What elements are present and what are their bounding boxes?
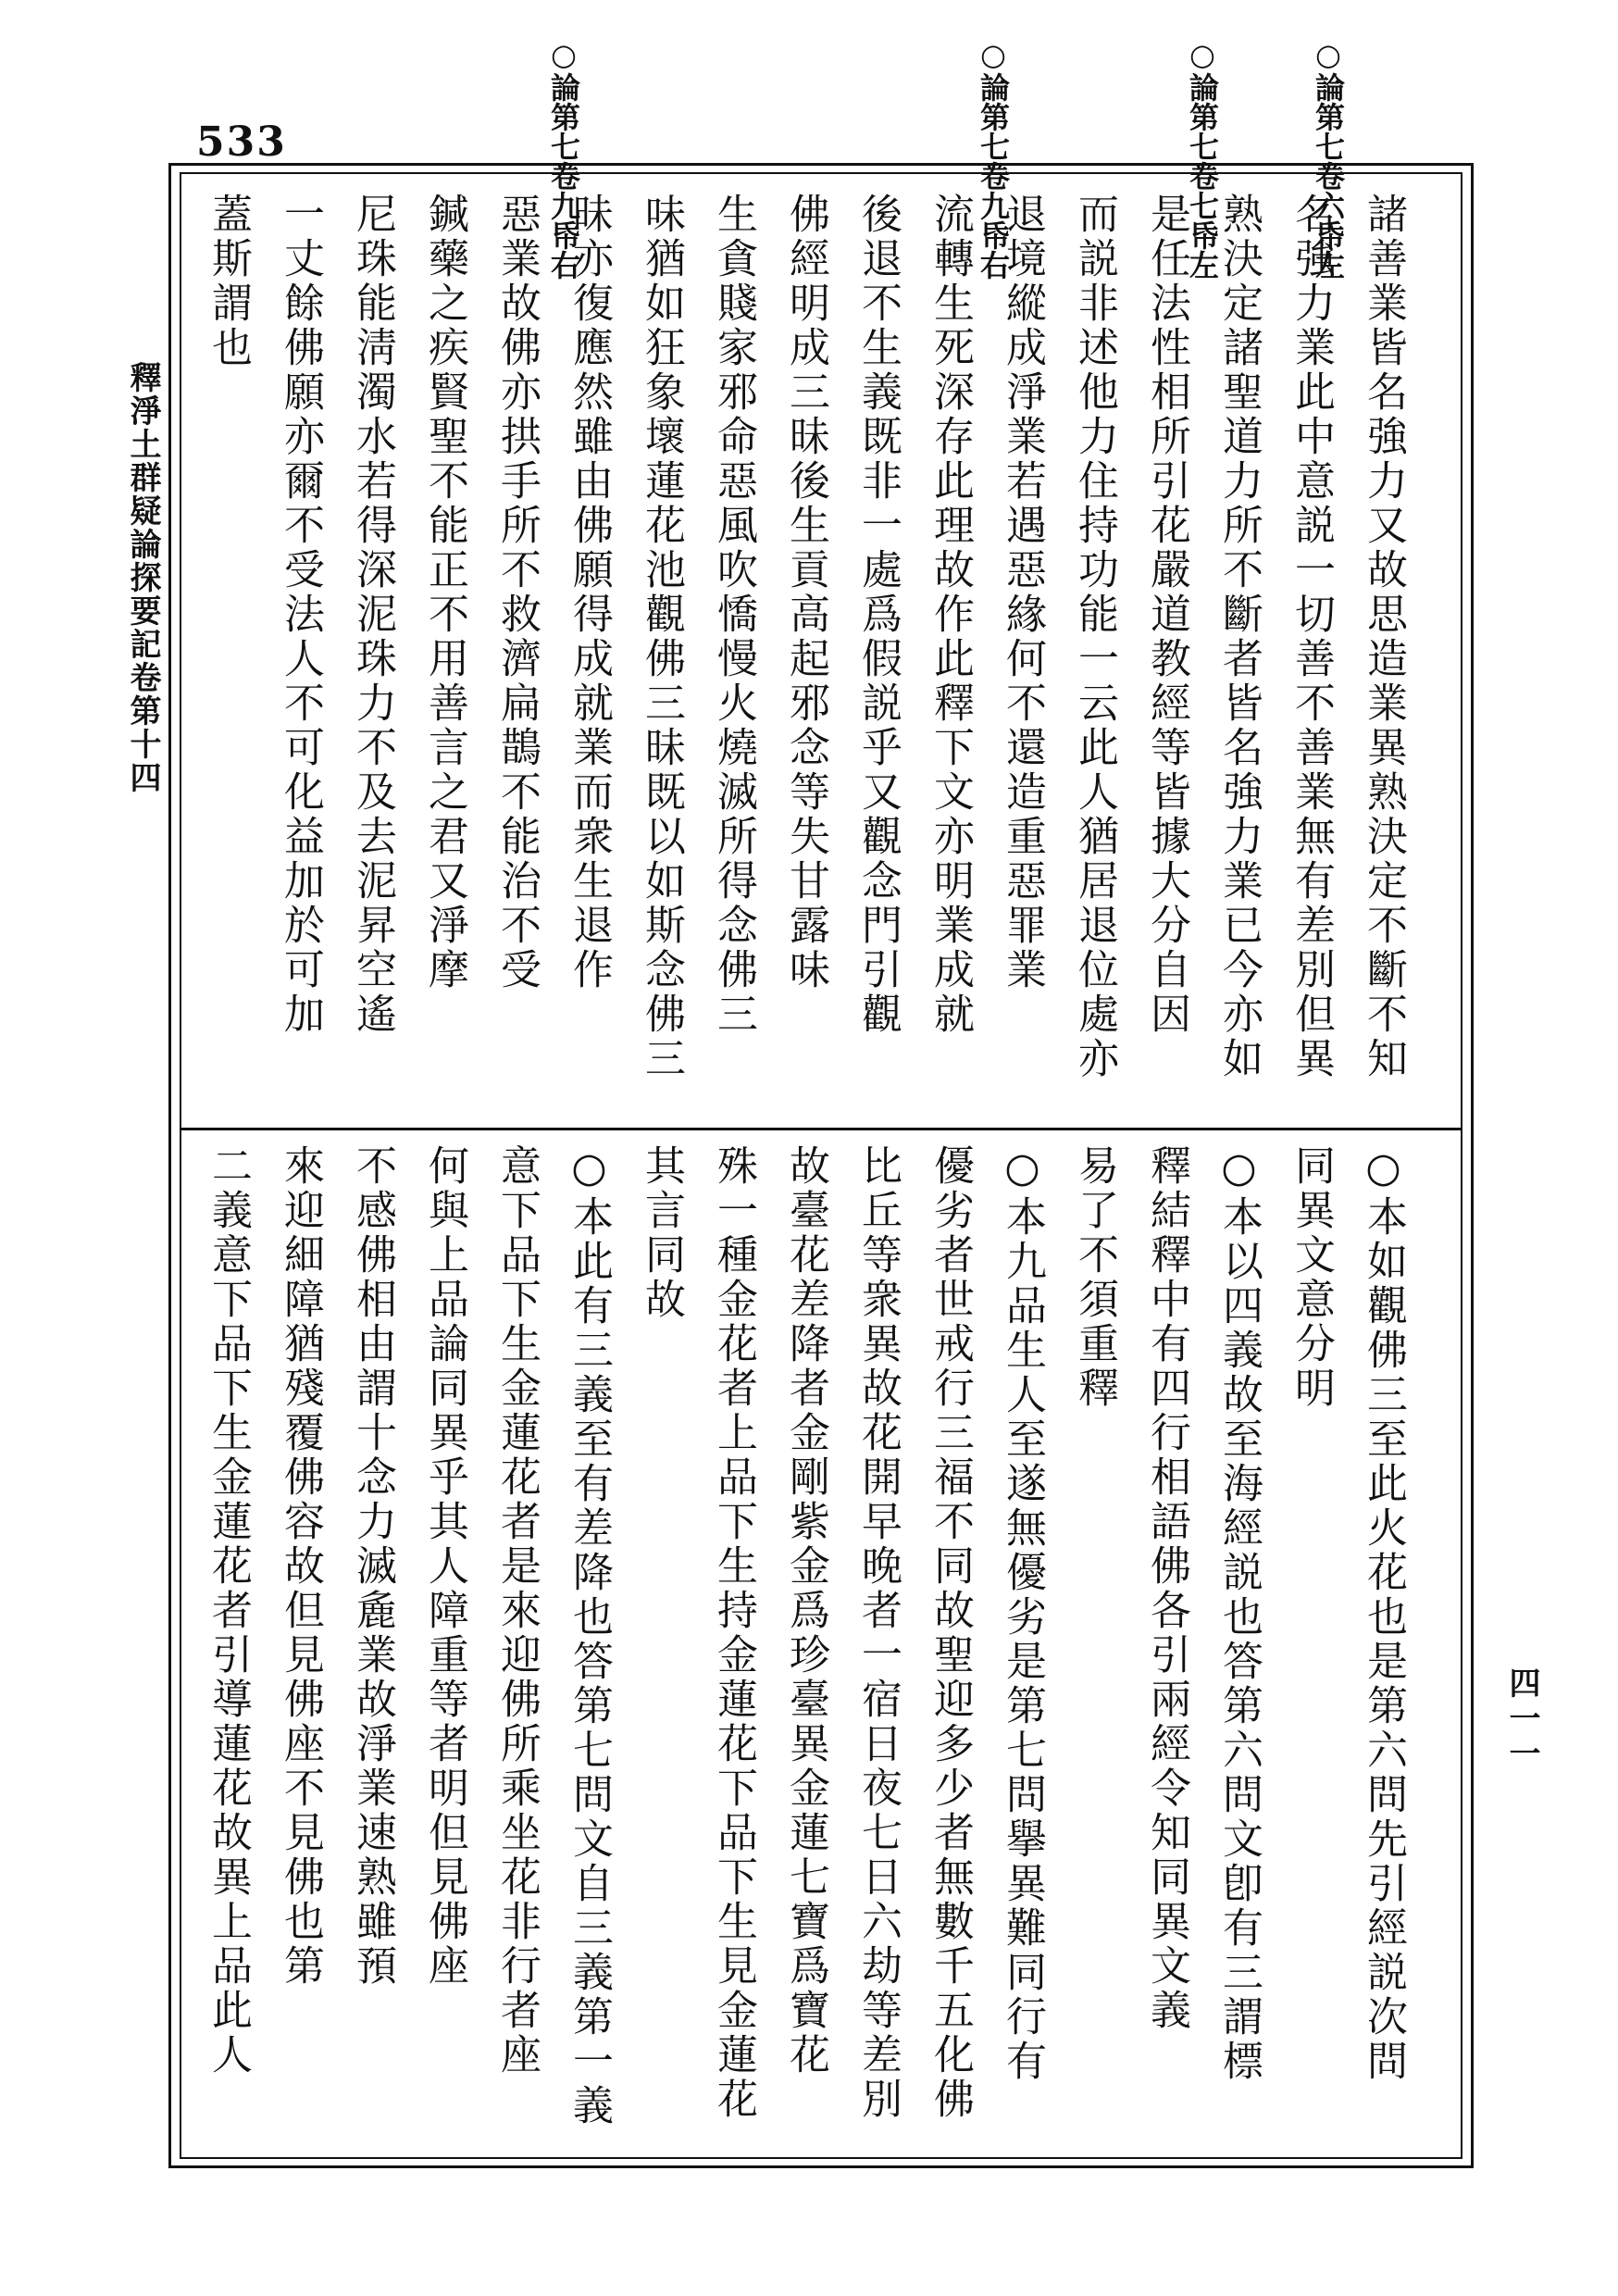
text-column: 其言同故	[638, 1144, 685, 1322]
text-column: 後退不生義既非一處爲假説乎又觀念門引觀	[854, 193, 902, 1037]
section-divider	[181, 1128, 1461, 1130]
text-column: 諸善業皆名強力又故思造業異熟決定不斷不知	[1360, 193, 1407, 1081]
text-column: 生貪賤家邪命惡風吹憍慢火燒滅所得念佛三	[710, 193, 757, 1037]
running-title: 釋淨土群疑論探要記卷第十四	[124, 361, 161, 794]
text-column: ○本如觀佛三至此火花也是第六問先引經説次問	[1360, 1144, 1407, 2084]
text-column: 尼珠能淸濁水若得深泥珠力不及去泥昇空遙	[349, 193, 396, 1037]
header-note-3: ○論第七卷九帋右	[976, 37, 1011, 280]
page-number: 533	[196, 119, 287, 166]
text-column: 昧亦復應然雖由佛願得成就業而衆生退作	[566, 193, 613, 992]
text-column: 而説非述他力住持功能一云此人猶居退位處亦	[1071, 193, 1118, 1081]
text-column: 佛經明成三昧後生貢高起邪念等失甘露味	[782, 193, 829, 992]
text-column: 二義意下品下生金蓮花者引導蓮花故異上品此人	[205, 1144, 252, 2078]
text-column: 一丈餘佛願亦爾不受法人不可化益加於可加	[277, 193, 324, 1037]
side-page-number: 四一一	[1503, 1666, 1540, 1772]
header-note-2: ○論第七卷七帋左	[1185, 37, 1220, 280]
text-column: ○本以四義故至海經説也答第六問文卽有三謂標	[1215, 1144, 1263, 2084]
text-column: 不感佛相由謂十念力滅麁業故淨業速熟雖預	[349, 1144, 396, 1989]
text-column: 來迎細障猶殘覆佛容故但見佛座不見佛也第	[277, 1144, 324, 1989]
text-column: 同異文意分明	[1288, 1144, 1335, 1411]
text-column: 故臺花差降者金剛紫金爲珍臺異金蓮七寶爲寶花	[782, 1144, 829, 2078]
header-note-4: ○論第七卷九帋右	[546, 37, 581, 280]
text-column: 殊一種金花者上品下生持金蓮花下品下生見金蓮花	[710, 1144, 757, 2122]
text-column: ○本九品生人至遂無優劣是第七問擧異難同行有	[999, 1144, 1046, 2084]
text-column: 蓋斯謂也	[205, 193, 252, 370]
text-column: 流轉生死深存此理故作此釋下文亦明業成就	[927, 193, 974, 1037]
text-column: 退境縱成淨業若遇惡緣何不還造重惡罪業	[999, 193, 1046, 992]
text-column: 是任法性相所引花嚴道教經等皆據大分自因	[1143, 193, 1190, 1037]
text-column: 何與上品論同異乎其人障重等者明但見佛座	[421, 1144, 468, 1989]
text-column: 優劣者世戒行三福不同故聖迎多少者無數千五化佛	[927, 1144, 974, 2122]
text-column: 易了不須重釋	[1071, 1144, 1118, 1411]
text-column: 熟決定諸聖道力所不斷者皆名強力業已今亦如	[1215, 193, 1263, 1081]
header-note-1: ○論第七卷六帋左	[1311, 37, 1346, 280]
text-column: ○本此有三義至有差降也答第七問文自三義第一義	[566, 1144, 613, 2128]
text-column: 比丘等衆異故花開早晚者一宿日夜七日六劫等差別	[854, 1144, 902, 2122]
text-column: 惡業故佛亦拱手所不救濟扁鵲不能治不受	[493, 193, 541, 992]
text-column: 釋結釋中有四行相語佛各引兩經令知同異文義	[1143, 1144, 1190, 2033]
text-column: 鍼藥之疾賢聖不能正不用善言之君又淨摩	[421, 193, 468, 992]
text-column: 意下品下生金蓮花者是來迎佛所乘坐花非行者座	[493, 1144, 541, 2078]
text-column: 名強力業此中意説一切善不善業無有差別但異	[1288, 193, 1335, 1081]
text-column: 味猶如狂象壞蓮花池觀佛三昧既以如斯念佛三	[638, 193, 685, 1081]
